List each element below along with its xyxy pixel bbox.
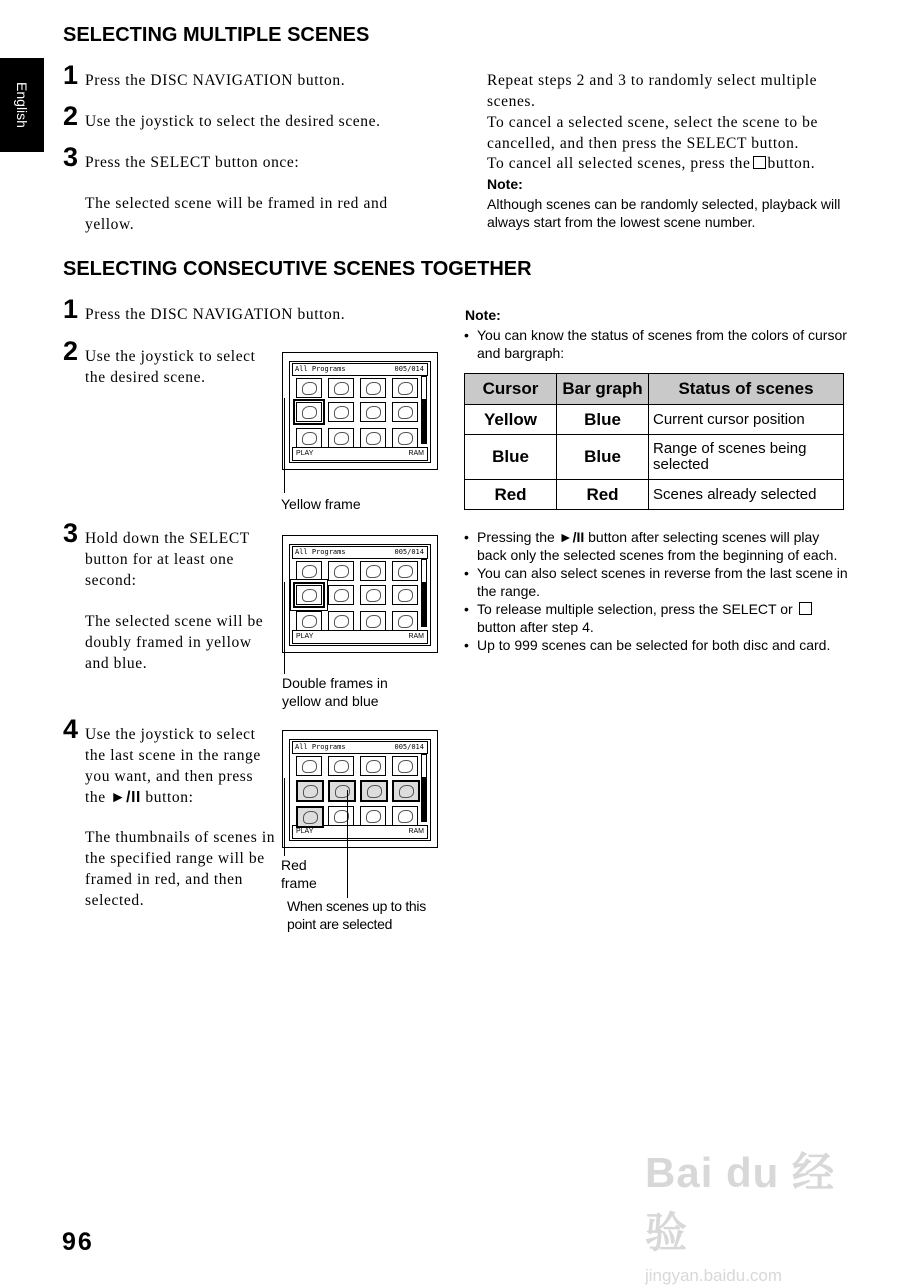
th-status: Status of scenes [649, 374, 844, 405]
s2-step1-text: Press the DISC NAVIGATION button. [85, 306, 346, 323]
s2-step1-num: 1 [63, 294, 79, 324]
callout-upto: When scenes up to this point are selected [287, 898, 426, 932]
screen-bargraph [421, 754, 427, 822]
screen-titlebar [292, 741, 428, 754]
scene-thumbnail[interactable] [328, 806, 354, 826]
screen-title: All Programs [295, 365, 346, 373]
scene-thumbnail[interactable] [360, 378, 386, 398]
s2-step3-text: Hold down the SELECT button for at least one second: [85, 530, 250, 589]
th-cursor: Cursor [465, 374, 557, 405]
s2-step3-detail: The selected scene will be doubly framed in yellow and blue. [85, 613, 264, 672]
screen-red-frame [282, 730, 438, 848]
s2-step4-text [85, 724, 277, 808]
scene-thumbnail[interactable] [328, 378, 354, 398]
callout-double-frames: Double frames in yellow and blue [282, 675, 388, 709]
screen-inner [289, 739, 431, 841]
s1-step2-text: Use the joystick to select the desired scene. [85, 113, 381, 130]
s1-step1-text: Press the DISC NAVIGATION button. [85, 72, 346, 89]
scene-thumbnail[interactable] [392, 402, 418, 422]
note-bullet-1-a: Pressing the [477, 529, 555, 545]
s2-note-bullets [464, 528, 849, 654]
s1-step3-text: Press the SELECT button once: [85, 154, 300, 171]
screen-yellow-frame [282, 352, 438, 470]
scene-thumbnail[interactable] [392, 585, 418, 605]
s1-right-para2: To cancel a selected scene, select the scene to be cancelled, and then press the SELECT button. [487, 114, 819, 152]
screen-counter: 005/014 [394, 365, 424, 373]
scene-thumbnail[interactable] [392, 780, 420, 802]
status-table [464, 373, 844, 510]
scene-thumbnail[interactable] [360, 402, 386, 422]
screen-counter: 005/014 [394, 743, 424, 751]
scene-thumbnail[interactable] [392, 428, 418, 448]
s2-step3-num: 3 [63, 518, 79, 548]
scene-thumbnail[interactable] [360, 806, 386, 826]
scene-thumbnail[interactable] [328, 756, 354, 776]
s1-right-para3 [487, 153, 857, 174]
scene-thumbnail[interactable] [360, 611, 386, 631]
watermark-logo: Bai du 经验 [645, 1149, 836, 1256]
screen-counter: 005/014 [394, 548, 424, 556]
callout-line-red [284, 778, 285, 856]
scene-thumbnail[interactable] [392, 806, 418, 826]
scene-thumbnail[interactable] [392, 561, 418, 581]
scene-thumbnail[interactable] [296, 402, 322, 422]
screen-titlebar [292, 363, 428, 376]
s1-step3-detail: The selected scene will be framed in red and yellow. [85, 195, 388, 233]
screen-play: PLAY [296, 450, 314, 457]
screen-double-frame [282, 535, 438, 653]
s1-right-para3-b: button. [767, 155, 816, 172]
s2-step4-text-b: button: [145, 789, 194, 806]
screen-footer [292, 447, 428, 461]
callout-line-yellow [284, 398, 285, 493]
play-pause-icon: ►/II [558, 529, 585, 545]
scene-thumbnail[interactable] [392, 611, 418, 631]
s2-note-label: Note: [465, 307, 501, 323]
s1-step3-num: 3 [63, 142, 79, 172]
th-bar-graph: Bar graph [557, 374, 649, 405]
scene-thumbnail[interactable] [328, 585, 354, 605]
scene-thumbnail[interactable] [296, 428, 322, 448]
note-bullet-1 [464, 528, 849, 564]
callout-red-frame: Red frame [281, 857, 317, 891]
language-tab-label: English [14, 82, 30, 128]
scene-thumbnail[interactable] [360, 428, 386, 448]
square-button-icon [753, 156, 766, 169]
screen-inner [289, 361, 431, 463]
table-cell: Blue [557, 405, 649, 435]
table-cell: Blue [465, 435, 557, 480]
s1-step1-num: 1 [63, 60, 79, 90]
screen-bargraph [421, 376, 427, 444]
screen-footer [292, 630, 428, 644]
s2-step4-detail: The thumbnails of scenes in the specified range will be framed in red, and then selected. [85, 829, 276, 909]
s1-right-para1: Repeat steps 2 and 3 to randomly select multiple scenes. [487, 72, 818, 110]
s2-step2-num: 2 [63, 336, 79, 366]
table-cell: Scenes already selected [649, 480, 844, 510]
scene-thumbnail[interactable] [360, 585, 386, 605]
language-tab [0, 58, 44, 152]
scene-thumbnail[interactable] [392, 378, 418, 398]
callout-line-double [284, 582, 285, 674]
note-bullet-3 [464, 600, 849, 636]
scene-thumbnail[interactable] [296, 806, 324, 828]
screen-inner [289, 544, 431, 646]
s1-right-para3-a: To cancel all selected scenes, press the [487, 155, 751, 172]
table-cell: Yellow [465, 405, 557, 435]
scene-thumbnail[interactable] [328, 561, 354, 581]
screen-ram: RAM [408, 828, 424, 835]
screen-play: PLAY [296, 633, 314, 640]
s2-step4-num: 4 [63, 714, 79, 744]
scene-thumbnail[interactable] [296, 611, 322, 631]
scene-thumbnail[interactable] [360, 561, 386, 581]
baidu-watermark [645, 1140, 855, 1285]
play-pause-icon: ►/II [110, 789, 141, 806]
screen-play: PLAY [296, 828, 314, 835]
scene-thumbnail[interactable] [328, 402, 354, 422]
screen-titlebar [292, 546, 428, 559]
table-cell: Current cursor position [649, 405, 844, 435]
page-number: 96 [62, 1228, 94, 1256]
scene-thumbnail[interactable] [392, 756, 418, 776]
s2-note-intro [464, 326, 849, 362]
s2-note-intro-item: • You can know the status of scenes from the colors of cursor and bargraph: [464, 326, 849, 362]
section1-heading: SELECTING MULTIPLE SCENES [63, 24, 370, 46]
scene-thumbnail[interactable] [296, 780, 324, 802]
scene-thumbnail[interactable] [328, 780, 356, 802]
scene-thumbnail[interactable] [296, 561, 322, 581]
square-button-icon [799, 602, 812, 615]
watermark-url: jingyan.baidu.com [645, 1266, 783, 1285]
scene-thumbnail[interactable] [296, 756, 322, 776]
screen-bargraph [421, 559, 427, 627]
table-cell: Blue [557, 435, 649, 480]
screen-ram: RAM [408, 450, 424, 457]
screen-ram: RAM [408, 633, 424, 640]
s2-step4-text-a: Use the joystick to select the last scene in the range you want, and then press the [85, 726, 261, 806]
s2-step2-text: Use the joystick to select the desired scene. [85, 348, 256, 386]
scene-thumbnail[interactable] [328, 611, 354, 631]
note-bullet-2: • You can also select scenes in reverse from the last scene in the range. [464, 564, 849, 600]
scene-thumbnail[interactable] [360, 780, 388, 802]
note-bullet-3-a: To release multiple selection, press the SELECT or [477, 601, 793, 617]
table-cell: Range of scenes being selected [649, 435, 844, 480]
note-bullet-3-b: button after step 4. [477, 619, 594, 635]
table-cell: Red [465, 480, 557, 510]
scene-thumbnail[interactable] [296, 585, 322, 605]
note-bullet-4: • Up to 999 scenes can be selected for both disc and card. [464, 636, 849, 654]
scene-thumbnail[interactable] [328, 428, 354, 448]
callout-line-upto [347, 790, 348, 898]
scene-thumbnail[interactable] [296, 378, 322, 398]
screen-title: All Programs [295, 548, 346, 556]
section2-heading: SELECTING CONSECUTIVE SCENES TOGETHER [63, 258, 532, 280]
callout-yellow-frame: Yellow frame [281, 496, 361, 512]
screen-title: All Programs [295, 743, 346, 751]
table-cell: Red [557, 480, 649, 510]
s1-step2-num: 2 [63, 101, 79, 131]
scene-thumbnail[interactable] [360, 756, 386, 776]
s1-note-text: Although scenes can be randomly selected, playback will always start from the lowest scene number. [487, 196, 841, 230]
note-bullet-1-b: button after selecting scenes will play back only the selected scenes from the beginning of each. [477, 529, 838, 563]
s1-note-label: Note: [487, 176, 523, 192]
